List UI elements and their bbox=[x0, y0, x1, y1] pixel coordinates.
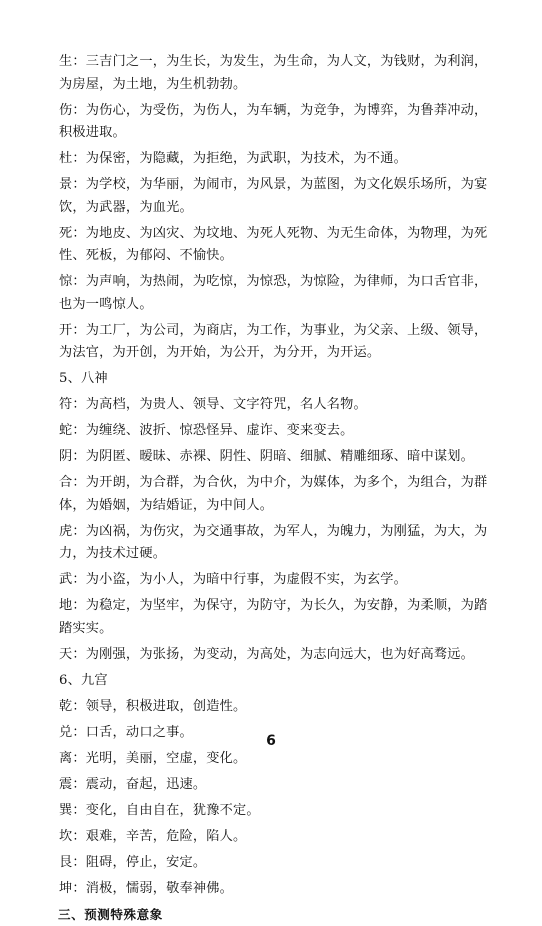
paragraph-si: 死：为地皮、为凶灾、为坟地、为死人死物、为无生命体，为物理，为死性、死板，为郁闷、不愉快。 bbox=[59, 223, 497, 268]
page-body bbox=[59, 51, 497, 926]
paragraph-kun: 坤：消极，懦弱，敬奉神佛。 bbox=[59, 878, 497, 901]
paragraph-gen: 艮：阻碍，停止，安定。 bbox=[59, 852, 497, 875]
paragraph-hu: 虎：为凶祸，为伤灾，为交通事故，为军人，为魄力，为刚猛，为大，为力，为技术过硬。 bbox=[59, 521, 497, 566]
paragraph-sheng: 生：三吉门之一，为生长，为发生，为生命，为人文，为钱财，为利润，为房屋，为土地，为生机勃勃。 bbox=[59, 51, 497, 96]
paragraph-kai: 开：为工厂，为公司，为商店，为工作，为事业，为父亲、上级、领导，为法官，为开创，为开始，为公开，为分开，为开运。 bbox=[59, 320, 497, 365]
paragraph-she: 蛇：为缠绕、波折、惊恐怪异、虚诈、变来变去。 bbox=[59, 420, 497, 443]
paragraph-yin: 阴：为阴匿、暧昧、赤裸、阴性、阴暗、细腻、精雕细琢、暗中谋划。 bbox=[59, 446, 497, 469]
paragraph-jing-scene: 景：为学校，为华丽，为闹市，为风景，为蓝图，为文化娱乐场所，为宴饮，为武器，为血光。 bbox=[59, 174, 497, 219]
page-number: 6 bbox=[0, 733, 542, 749]
section-heading: 三、预测特殊意象 bbox=[58, 904, 497, 926]
paragraph-kan: 坎：艰难，辛苦，危险，陷人。 bbox=[59, 826, 497, 849]
paragraph-du: 杜：为保密，为隐藏，为拒绝，为武职，为技术，为不通。 bbox=[59, 148, 497, 171]
paragraph-di: 地：为稳定，为坚牢，为保守，为防守，为长久，为安静，为柔顺，为踏踏实实。 bbox=[59, 595, 497, 640]
paragraph-qian: 乾：领导，积极进取，创造性。 bbox=[59, 696, 497, 719]
heading-jiugong: 6、九宫 bbox=[59, 670, 497, 693]
paragraph-jing-alarm: 惊：为声响，为热闹，为吃惊，为惊恐，为惊险，为律师，为口舌官非，也为一鸣惊人。 bbox=[59, 271, 497, 316]
paragraph-li: 离：光明，美丽，空虚，变化。 bbox=[59, 748, 497, 771]
paragraph-tian: 天：为刚强，为张扬，为变动，为高处，为志向远大，也为好高骛远。 bbox=[59, 644, 497, 667]
paragraph-shang: 伤：为伤心，为受伤，为伤人，为车辆，为竞争，为博弈，为鲁莽冲动，积极进取。 bbox=[59, 100, 497, 145]
paragraph-dui: 兑：口舌，动口之事。 bbox=[59, 722, 497, 745]
paragraph-xun: 巽：变化，自由自在，犹豫不定。 bbox=[59, 800, 497, 823]
paragraph-wu: 武：为小盗，为小人，为暗中行事，为虚假不实，为玄学。 bbox=[59, 569, 497, 592]
paragraph-he: 合：为开朗，为合群，为合伙，为中介，为媒体，为多个，为组合，为群体，为婚姻，为结婚证，为中间人。 bbox=[59, 472, 497, 517]
heading-bashen: 5、八神 bbox=[59, 368, 497, 391]
paragraph-zhen: 震：震动，奋起，迅速。 bbox=[59, 774, 497, 797]
paragraph-fu: 符：为高档，为贵人、领导、文字符咒，名人名物。 bbox=[59, 394, 497, 417]
